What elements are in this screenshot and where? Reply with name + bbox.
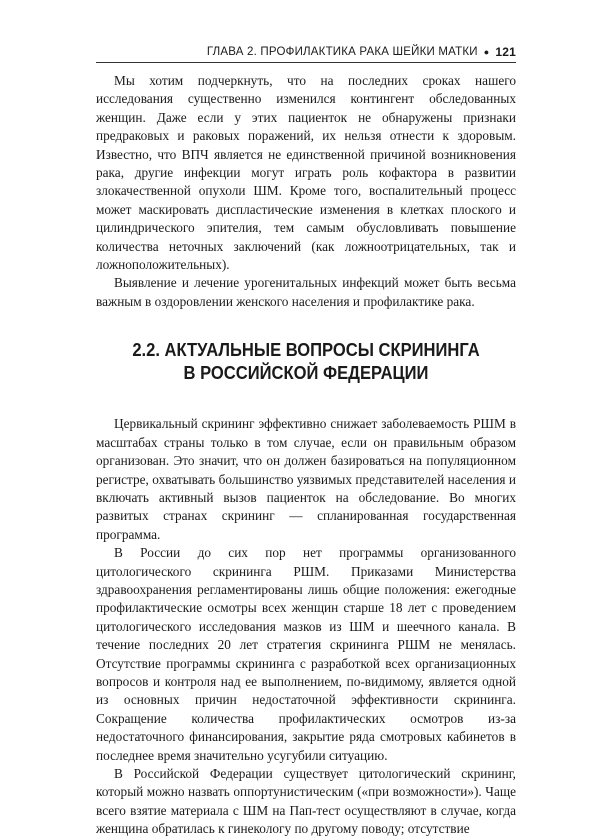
paragraph: В России до сих пор нет программы организованного цитологического скрининга РШМ. Приказами Министерства здравоохранения регламентированы лишь общие положения: ежегодные профилактические осмотры всех женщин старше 18 лет с проведением цитологического исследования мазков из ШМ и шеечного канала. В течение последних 20 лет стратегия скрининга РШМ не менялась. Отсутствие программы скрининга с разработкой всех организационных вопросов и контроля над ее выполнением, по-видимому, является одной из основных причин недостаточной эффективности скрининга. Сокращение количества профилактических осмотров из-за недостаточного финансирования, закрытие ряда смотровых кабинетов в последнее время значительно усугубили ситуацию. (96, 545, 516, 763)
header-rule (96, 62, 516, 63)
paragraph: В Российской Федерации существует цитологический скрининг, который можно назвать оппортунистическим («при возможности»). Чаще всего взятие материала с ШМ на Пап-тест осуществляют в случае, когда женщина обратилась к гинекологу по другому поводу; отсутствие (96, 766, 516, 837)
paragraph: Выявление и лечение урогенитальных инфекций может быть весьма важным в оздоровлении женского населения и профилактике рака. (96, 275, 516, 309)
page-number: 121 (495, 45, 516, 59)
chapter-title: ГЛАВА 2. ПРОФИЛАКТИКА РАКА ШЕЙКИ МАТКИ (206, 46, 478, 58)
bullet-separator-icon: ● (483, 47, 490, 57)
section-heading-line: 2.2. АКТУАЛЬНЫЕ ВОПРОСЫ СКРИНИНГА (132, 340, 480, 361)
page-body (96, 72, 516, 839)
paragraph: Мы хотим подчеркнуть, что на последних сроках нашего исследования существенно изменился контингент обследованных женщин. Даже если у этих пациенток не обнаружены признаки предраковых и раковых поражений, их нельзя отнести к здоровым. Известно, что ВПЧ является не единственной причиной возникновения рака, другие инфекции могут играть роль кофактора в развитии злокачественной опухоли ШМ. Кроме того, воспалительный процесс может маскировать диспластические изменения в клетках плоского и цилиндрического эпителия, тем самым обусловливать повышение количества неточных заключений (как ложноотрицательных, так и ложноположительных). (96, 73, 516, 273)
paragraph: Цервикальный скрининг эффективно снижает заболеваемость РШМ в масштабах страны только в том случае, если он правильным образом организован. Это значит, что он должен базироваться на популяционном регистре, охватывать большинство уязвимых представителей населения и включать активный вызов пациенток на обследование. Во многих развитых странах скрининг — спланированная государственная программа. (96, 416, 516, 542)
section-heading-line: В РОССИЙСКОЙ ФЕДЕРАЦИИ (183, 363, 429, 384)
running-header (96, 44, 516, 60)
section-heading (113, 339, 499, 385)
